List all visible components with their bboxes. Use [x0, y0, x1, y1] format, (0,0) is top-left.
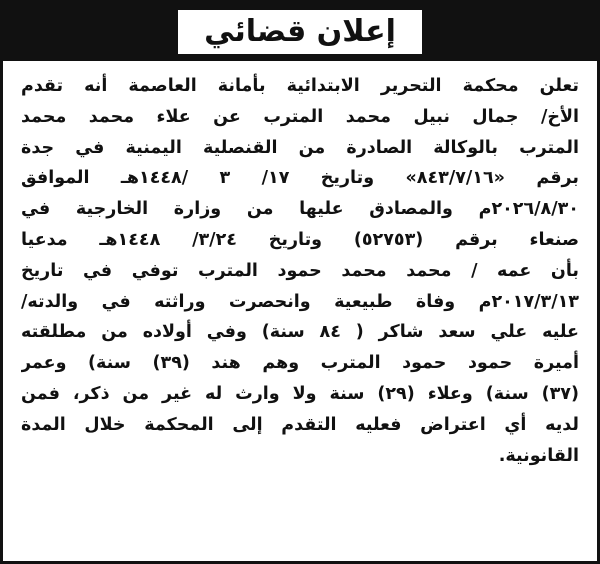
notice-line: القانونية.	[498, 445, 579, 466]
notice-body	[3, 61, 597, 471]
notice-header-bar	[3, 3, 597, 61]
notice-line: ٢٠١٧/٣/١٣م وفاة طبيعية وانحصرت وراثته في والدته/	[21, 291, 579, 312]
notice-line: بأن عمه / محمد محمد حمود المترب توفي في تاريخ	[21, 260, 579, 281]
notice-line: المترب بالوكالة الصادرة من القنصلية اليمنية في جدة	[21, 137, 579, 158]
notice-line: تعلن محكمة التحرير الابتدائية بأمانة العاصمة أنه تقدم	[21, 76, 579, 96]
notice-line: أميرة حمود حمود المترب وهم هند (٣٩) سنة) وعمر	[21, 353, 579, 374]
notice-line: برقم «٨٤٣/٧/١٦» وتاريخ ١٧/ ٣ /١٤٤٨هـ الموافق	[21, 168, 579, 189]
notice-line: صنعاء برقم (٥٢٧٥٣) وتاريخ ٣/٢٤/ ١٤٤٨هـ مدعيا	[21, 229, 579, 250]
notice-line: عليه علي سعد شاكر ( ٨٤ سنة) وفي أولاده من مطلقته	[21, 322, 579, 343]
title-box	[178, 10, 422, 54]
notice-title: إعلان قضائي	[204, 14, 396, 49]
notice-line: (٣٧) سنة) وعلاء (٢٩) سنة ولا وارث له غير من ذكر، فمن	[21, 383, 579, 404]
notice-line: ٢٠٢٦/٨/٣٠م والمصادق عليها من وزارة الخارجية في	[21, 199, 579, 220]
notice-line: لديه أي اعتراض فعليه التقدم إلى المحكمة خلال المدة	[21, 414, 579, 435]
notice-line: الأخ/ جمال نبيل محمد المترب عن علاء محمد محمد	[21, 106, 579, 127]
